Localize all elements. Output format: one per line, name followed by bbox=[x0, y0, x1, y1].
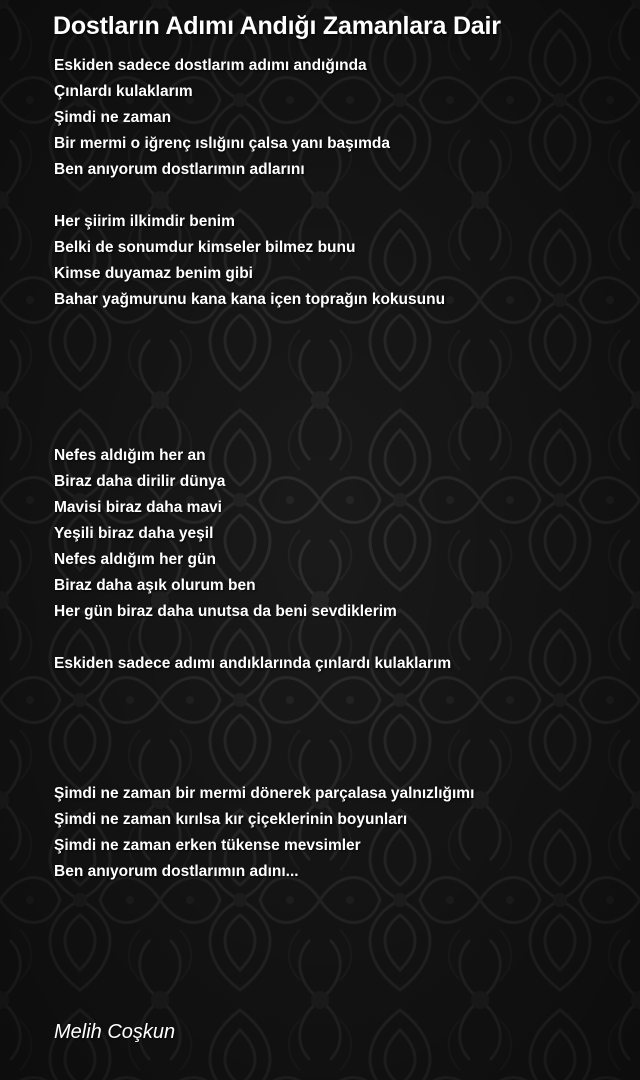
poem-blank-line bbox=[54, 365, 624, 391]
poem-blank-line bbox=[54, 417, 624, 443]
poem-line: Biraz daha dirilir dünya bbox=[54, 473, 226, 490]
poem-line: Mavisi biraz daha mavi bbox=[54, 499, 222, 516]
poem-blank-line bbox=[54, 391, 624, 417]
poem-blank-line bbox=[54, 313, 624, 339]
poem-line: Eskiden sadece adımı andıklarında çınlardı kulaklarım bbox=[54, 655, 452, 672]
poem-line: Şimdi ne zaman bir mermi dönerek parçalasa yalnızlığımı bbox=[54, 785, 475, 802]
poem-line: Belki de sonumdur kimseler bilmez bunu bbox=[54, 239, 356, 256]
poem-blank-line bbox=[54, 625, 624, 651]
poem-blank-line bbox=[54, 677, 624, 703]
poem-author: Melih Coşkun bbox=[54, 1021, 176, 1043]
poem-blank-line bbox=[54, 755, 624, 781]
poem-line: Bir mermi o iğrenç ıslığını çalsa yanı başımda bbox=[54, 135, 390, 152]
poem-line: Ben anıyorum dostlarımın adını... bbox=[54, 863, 299, 880]
poem-line: Ben anıyorum dostlarımın adlarını bbox=[54, 161, 305, 178]
poem-line: Nefes aldığım her an bbox=[54, 447, 206, 464]
poem-blank-line bbox=[54, 339, 624, 365]
poem-blank-line bbox=[54, 729, 624, 755]
poem-line: Şimdi ne zaman bbox=[54, 109, 172, 126]
poem-line: Çınlardı kulaklarım bbox=[54, 83, 193, 100]
poem-body bbox=[54, 53, 624, 885]
poem-blank-line bbox=[54, 183, 624, 209]
poem-line: Yeşili biraz daha yeşil bbox=[54, 525, 214, 542]
poem-line: Şimdi ne zaman erken tükense mevsimler bbox=[54, 837, 361, 854]
poem-line: Nefes aldığım her gün bbox=[54, 551, 216, 568]
poem-line: Eskiden sadece dostlarım adımı andığında bbox=[54, 57, 367, 74]
poem-line: Bahar yağmurunu kana kana içen toprağın kokusunu bbox=[54, 291, 446, 308]
poem-line: Biraz daha aşık olurum ben bbox=[54, 577, 256, 594]
poem-line: Her şiirim ilkimdir benim bbox=[54, 213, 235, 230]
poem-line: Kimse duyamaz benim gibi bbox=[54, 265, 253, 282]
poem-blank-line bbox=[54, 703, 624, 729]
poem-line: Her gün biraz daha unutsa da beni sevdiklerim bbox=[54, 603, 397, 620]
poem-line: Şimdi ne zaman kırılsa kır çiçeklerinin boyunları bbox=[54, 811, 408, 828]
poem-title: Dostların Adımı Andığı Zamanlara Dair bbox=[53, 12, 501, 40]
